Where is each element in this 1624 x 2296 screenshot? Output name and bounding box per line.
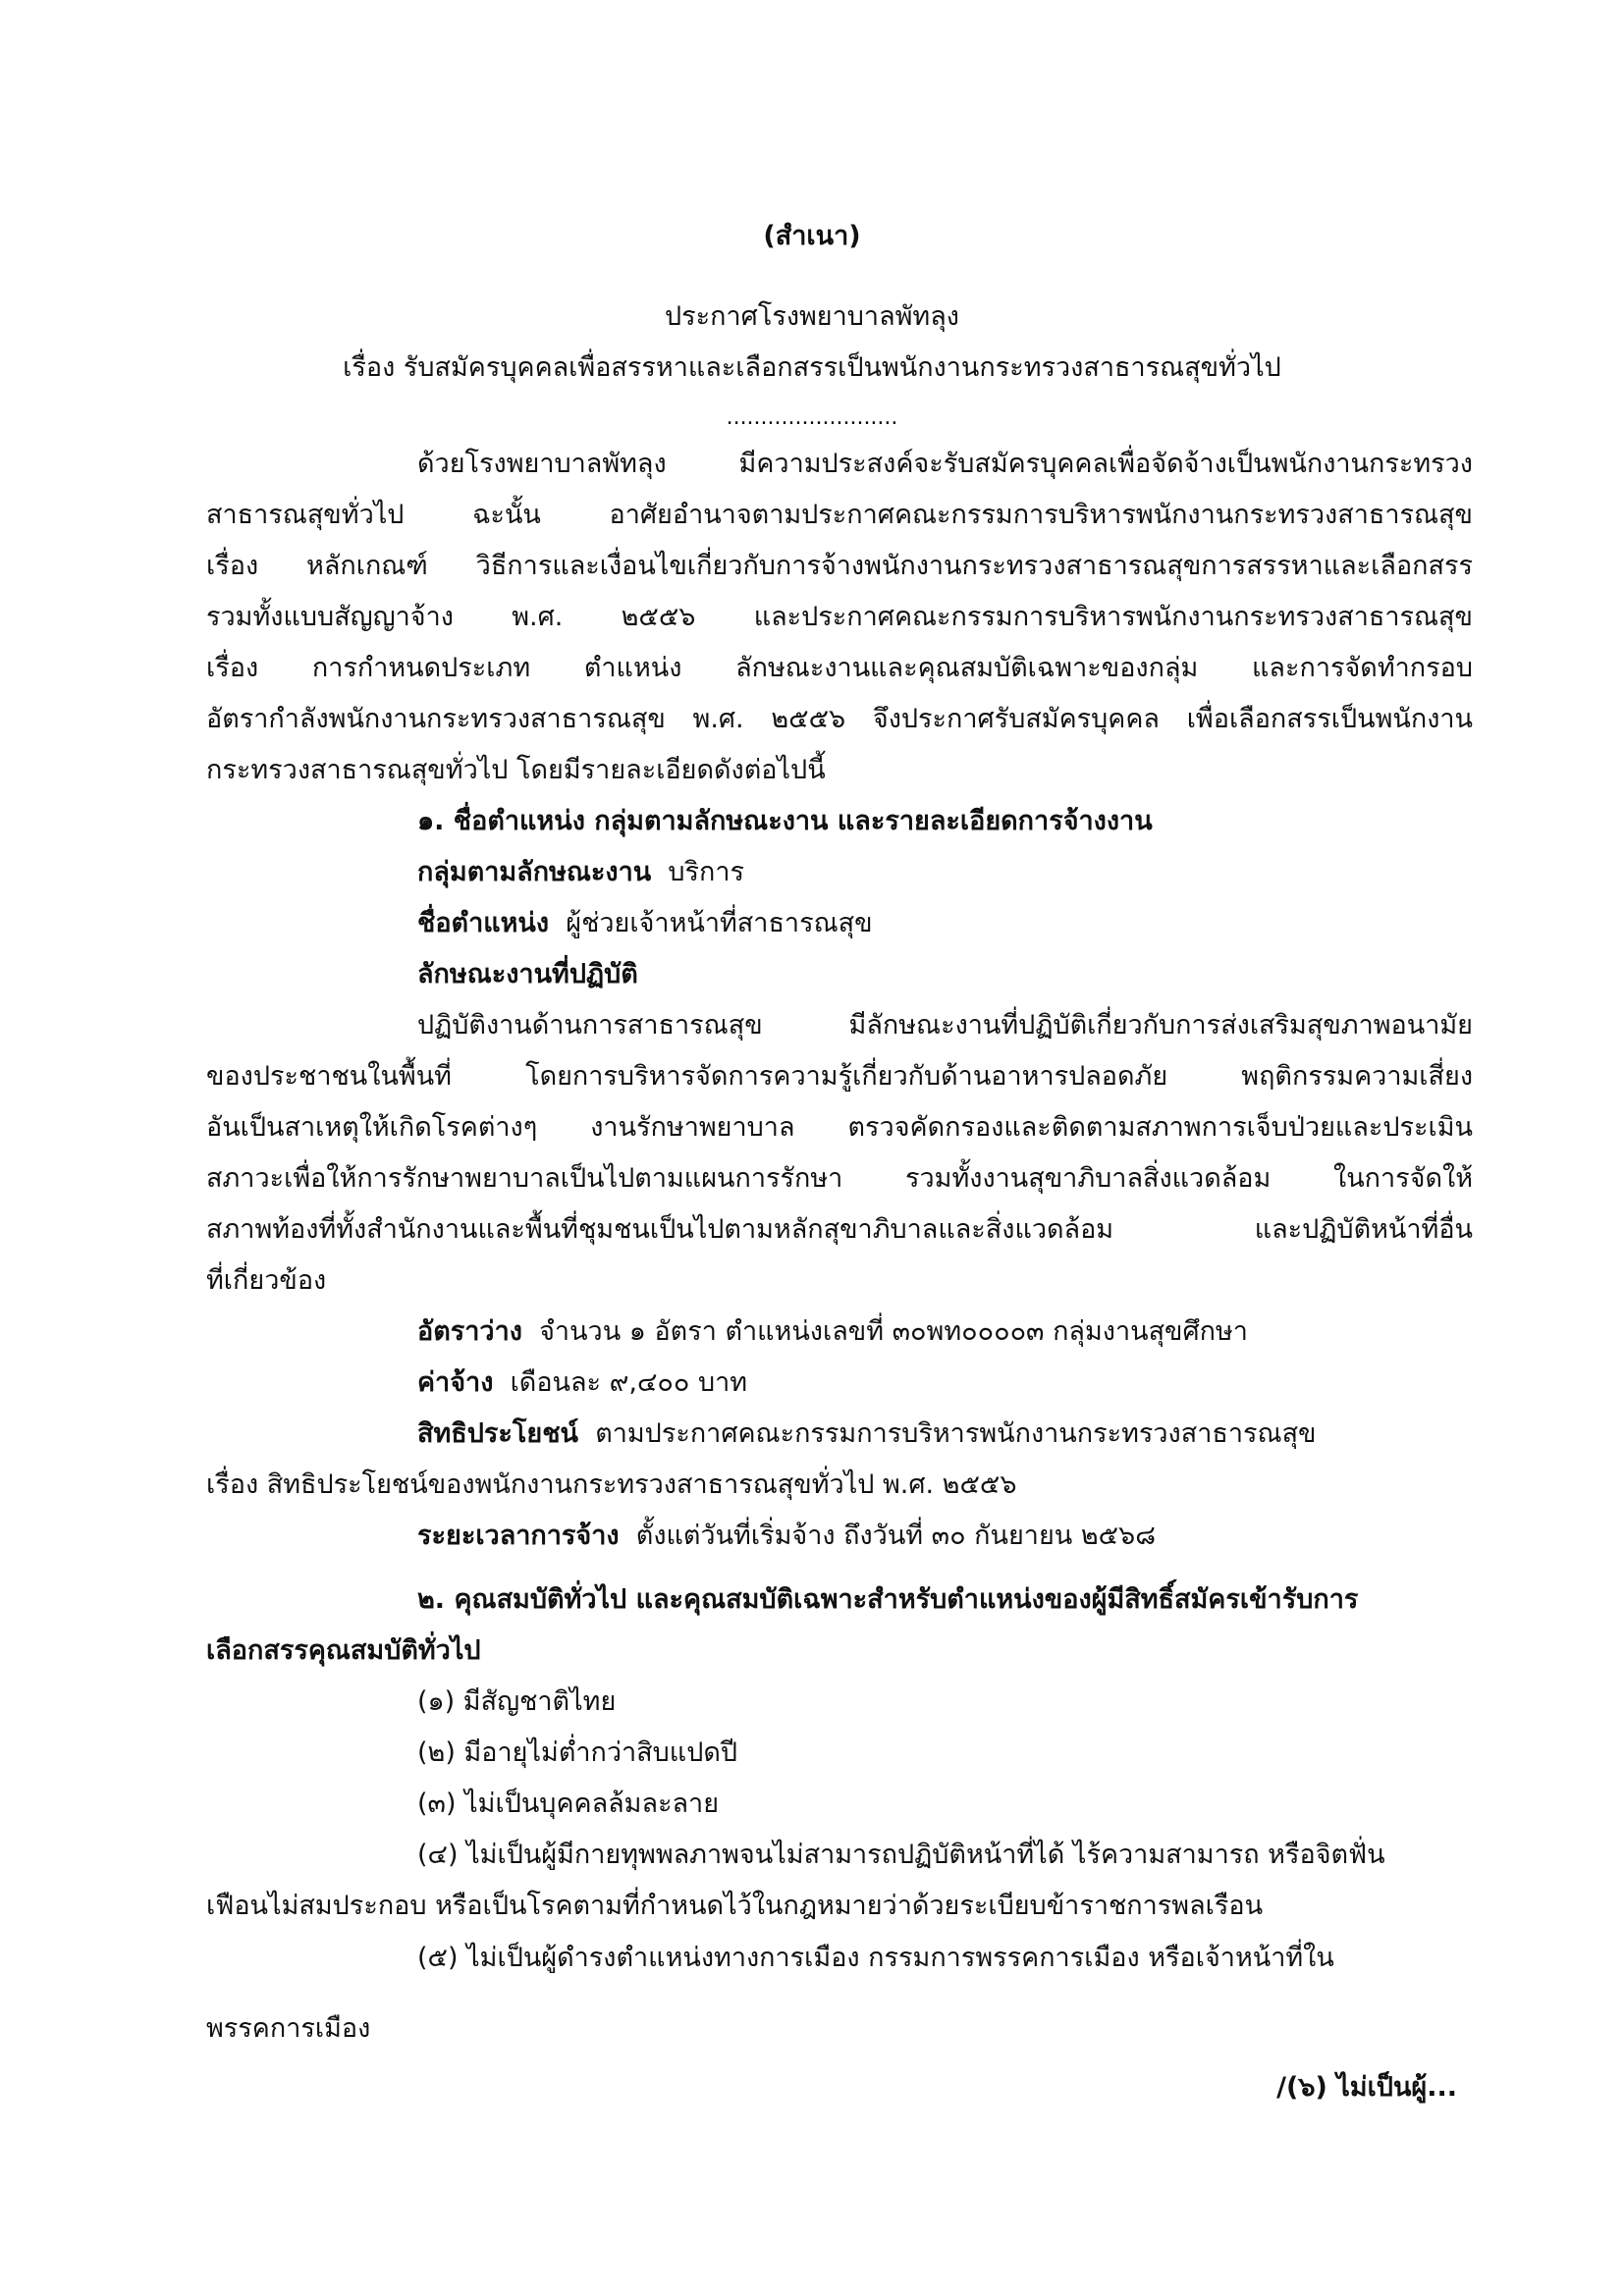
duty-line: ปฏิบัติงานด้านการสาธารณสุข มีลักษณะงานที่ปฏิบัติเกี่ยวกับการส่งเสริมสุขภาพอนามัย bbox=[417, 1010, 1473, 1041]
duty-line: ที่เกี่ยวข้อง bbox=[206, 1265, 327, 1296]
period-field bbox=[417, 1517, 1473, 1556]
duty-line: สภาพท้องที่ทั้งสำนักงานและพื้นที่ชุมชนเป็นไปตามหลักสุขาภิบาลและสิ่งแวดล้อม และปฏิบัติหน้าที่อื่น bbox=[206, 1214, 1473, 1245]
qualification-item: (๒) มีอายุไม่ต่ำกว่าสิบแปดปี bbox=[417, 1737, 738, 1768]
duty-heading: ลักษณะงานที่ปฏิบัติ bbox=[417, 959, 638, 989]
qualification-item: (๓) ไม่เป็นบุคคลล้มละลาย bbox=[417, 1789, 720, 1819]
position-label: ชื่อตำแหน่ง bbox=[417, 908, 550, 938]
position-field bbox=[417, 904, 1473, 943]
wage-value: เดือนละ ๙,๔๐๐ บาท bbox=[510, 1367, 748, 1398]
period-value: ตั้งแต่วันที่เริ่มจ้าง ถึงวันที่ ๓๐ กันยายน ๒๕๖๘ bbox=[635, 1521, 1157, 1551]
duty-line: ของประชาชนในพื้นที่ โดยการบริหารจัดการความรู้เกี่ยวกับด้านอาหารปลอดภัย พฤติกรรมความเสี่ยง bbox=[206, 1061, 1473, 1092]
intro-line: ด้วยโรงพยาบาลพัทลุง มีความประสงค์จะรับสมัครบุคคลเพื่อจัดจ้างเป็นพนักงานกระทรวง bbox=[417, 449, 1473, 479]
period-label: ระยะเวลาการจ้าง bbox=[417, 1521, 620, 1551]
position-value: ผู้ช่วยเจ้าหน้าที่สาธารณสุข bbox=[566, 908, 873, 938]
intro-line: เรื่อง การกำหนดประเภท ตำแหน่ง ลักษณะงานและคุณสมบัติเฉพาะของกลุ่ม และการจัดทำกรอบ bbox=[206, 653, 1473, 683]
intro-line: เรื่อง หลักเกณฑ์ วิธีการและเงื่อนไขเกี่ยวกับการจ้างพนักงานกระทรวงสาธารณสุขการสรรหาและเลือกสรร bbox=[206, 551, 1473, 581]
vacancy-field bbox=[417, 1312, 1473, 1352]
page-continuation-marker: /(๖) ไม่เป็นผู้... bbox=[1276, 2072, 1457, 2103]
qualification-item-5-continuation: พรรคการเมือง bbox=[206, 2013, 371, 2044]
vacancy-label: อัตราว่าง bbox=[417, 1316, 522, 1347]
group-field bbox=[417, 853, 1473, 892]
section-1-heading: ๑. ชื่อตำแหน่ง กลุ่มตามลักษณะงาน และรายละเอียดการจ้างงาน bbox=[417, 806, 1153, 836]
benefit-continuation: เรื่อง สิทธิประโยชน์ของพนักงานกระทรวงสาธารณสุขทั่วไป พ.ศ. ๒๕๕๖ bbox=[206, 1469, 1017, 1500]
announcement-subject: เรื่อง รับสมัครบุคคลเพื่อสรรหาและเลือกสรรเป็นพนักงานกระทรวงสาธารณสุขทั่วไป bbox=[343, 352, 1281, 383]
duty-line: อันเป็นสาเหตุให้เกิดโรคต่างๆ งานรักษาพยาบาล ตรวจคัดกรองและติดตามสภาพการเจ็บป่วยและประเมิน bbox=[206, 1112, 1473, 1143]
benefit-field bbox=[417, 1415, 1473, 1454]
section-2-heading-continuation: เลือกสรรคุณสมบัติทั่วไป bbox=[206, 1635, 481, 1666]
vacancy-value: จำนวน ๑ อัตรา ตำแหน่งเลขที่ ๓๐พท๐๐๐๐๓ กลุ่มงานสุขศึกษา bbox=[539, 1316, 1248, 1347]
section-2-heading: ๒. คุณสมบัติทั่วไป และคุณสมบัติเฉพาะสำหรับตำแหน่งของผู้มีสิทธิ์สมัครเข้ารับการ bbox=[417, 1584, 1359, 1615]
qualification-item-4-continuation: เฟือนไม่สมประกอบ หรือเป็นโรคตามที่กำหนดไว้ในกฎหมายว่าด้วยระเบียบข้าราชการพลเรือน bbox=[206, 1891, 1264, 1921]
group-label: กลุ่มตามลักษณะงาน bbox=[417, 857, 652, 887]
copy-mark: (สำเนา) bbox=[763, 221, 861, 251]
wage-field bbox=[417, 1363, 1473, 1403]
benefit-value: ตามประกาศคณะกรรมการบริหารพนักงานกระทรวงสาธารณสุข bbox=[595, 1418, 1317, 1449]
intro-line: อัตรากำลังพนักงานกระทรวงสาธารณสุข พ.ศ. ๒๕๕๖ จึงประกาศรับสมัครบุคคล เพื่อเลือกสรรเป็นพนักงาน bbox=[206, 704, 1473, 734]
intro-line: กระทรวงสาธารณสุขทั่วไป โดยมีรายละเอียดดังต่อไปนี้ bbox=[206, 755, 826, 785]
announcement-issuer: ประกาศโรงพยาบาลพัทลุง bbox=[665, 301, 959, 332]
qualification-item: (๑) มีสัญชาติไทย bbox=[417, 1686, 617, 1717]
separator-dots: ......................... bbox=[726, 405, 898, 430]
intro-line: สาธารณสุขทั่วไป ฉะนั้น อาศัยอำนาจตามประกาศคณะกรรมการบริหารพนักงานกระทรวงสาธารณสุข bbox=[206, 500, 1473, 530]
intro-line: รวมทั้งแบบสัญญาจ้าง พ.ศ. ๒๕๕๖ และประกาศคณะกรรมการบริหารพนักงานกระทรวงสาธารณสุข bbox=[206, 602, 1473, 632]
qualification-item-5: (๕) ไม่เป็นผู้ดำรงตำแหน่งทางการเมือง กรรมการพรรคการเมือง หรือเจ้าหน้าที่ใน bbox=[417, 1943, 1334, 1973]
wage-label: ค่าจ้าง bbox=[417, 1367, 494, 1398]
group-value: บริการ bbox=[668, 857, 745, 887]
duty-line: สภาวะเพื่อให้การรักษาพยาบาลเป็นไปตามแผนการรักษา รวมทั้งงานสุขาภิบาลสิ่งแวดล้อม ในการจัดให้ bbox=[206, 1163, 1473, 1194]
qualification-item-4: (๔) ไม่เป็นผู้มีกายทุพพลภาพจนไม่สามารถปฏิบัติหน้าที่ได้ ไร้ความสามารถ หรือจิตฟั่น bbox=[417, 1840, 1385, 1870]
benefit-label: สิทธิประโยชน์ bbox=[417, 1418, 579, 1449]
